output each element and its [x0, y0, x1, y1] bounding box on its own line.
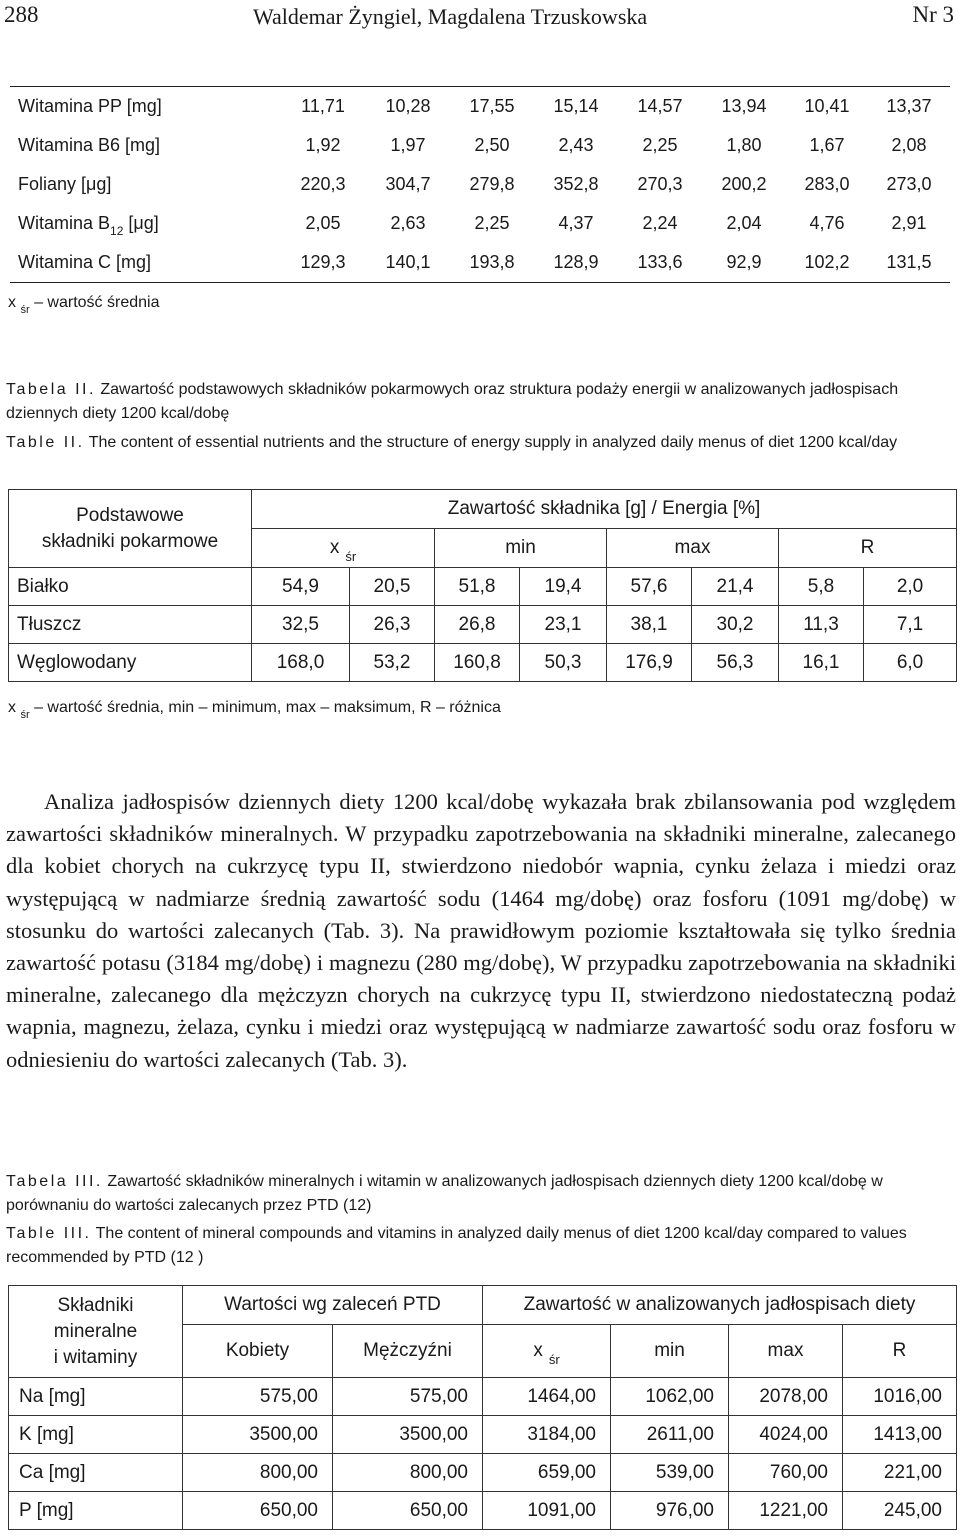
table-cell: 760,00: [729, 1454, 843, 1492]
table2-header-max: max: [607, 529, 779, 568]
table-cell: 575,00: [333, 1378, 483, 1416]
table-cell: 3500,00: [333, 1416, 483, 1454]
table-cell: 4024,00: [729, 1416, 843, 1454]
table-cell: 7,1: [864, 606, 957, 644]
running-header: [0, 0, 960, 32]
row-label: Witamina PP [mg]: [18, 96, 162, 116]
table-cell: 102,2: [786, 243, 868, 283]
table2-header-component: Podstawowe składniki pokarmowe: [9, 490, 252, 568]
table-cell: 2,04: [726, 213, 762, 233]
table-cell: 23,1: [520, 606, 607, 644]
running-authors: Waldemar Żyngiel, Magdalena Trzuskowska: [253, 4, 648, 29]
table-cell: 659,00: [483, 1454, 611, 1492]
table-cell: 352,8: [553, 174, 599, 194]
table-cell: 1016,00: [843, 1378, 957, 1416]
table-cell: 129,3: [280, 243, 366, 283]
table-cell: 976,00: [611, 1492, 729, 1530]
table-row: [9, 644, 957, 682]
table3-header-min: min: [611, 1325, 729, 1378]
table-cell: 26,8: [435, 606, 520, 644]
table-cell: 133,6: [618, 243, 702, 283]
table-cell: 650,00: [333, 1492, 483, 1530]
table-cell: 3184,00: [483, 1416, 611, 1454]
table-cell: 193,8: [450, 243, 534, 283]
table-cell: 273,0: [886, 174, 932, 194]
table-cell: 160,8: [435, 644, 520, 682]
table-cell: 1062,00: [611, 1378, 729, 1416]
table-cell: 131,5: [868, 243, 950, 283]
row-label: Węglowodany: [9, 644, 252, 682]
table-cell: 26,3: [350, 606, 435, 644]
table-cell: 2,08: [891, 135, 927, 155]
table-cell: 13,94: [721, 96, 767, 116]
table-cell: 2,63: [390, 213, 426, 233]
table-cell: 176,9: [607, 644, 692, 682]
table2-note: x $_{śr}$ – wartość średnia, min – minimum, max – maksimum, R – różnica: [8, 699, 501, 721]
table-cell: 10,41: [804, 96, 850, 116]
table-cell: 1,92: [305, 135, 341, 155]
row-label: Witamina B6 [mg]: [18, 135, 161, 155]
table-cell: 56,3: [692, 644, 779, 682]
table3-header-women: Kobiety: [183, 1325, 333, 1378]
table-cell: 1,67: [809, 135, 845, 155]
row-label: P [mg]: [9, 1492, 183, 1530]
table2-header-range: R: [779, 529, 957, 568]
table2-caption-pl: Tabela II. Zawartość podstawowych składników pokarmowych oraz struktura podaży energii w analizowanych jadłospisach dziennych diety 1200 kcal/dobę: [6, 381, 899, 422]
row-label: Witamina $B_{12}$ [μg]: [18, 213, 159, 238]
table-cell: 5,8: [779, 568, 864, 606]
table-cell: 245,00: [843, 1492, 957, 1530]
table-cell: 50,3: [520, 644, 607, 682]
continued-table-note: x $_{śr}$ – wartość średnia: [8, 294, 160, 316]
row-label: Foliany [μg]: [18, 174, 112, 194]
row-label: Tłuszcz: [9, 606, 252, 644]
row-label: Ca [mg]: [9, 1454, 183, 1492]
table-cell: 10,28: [385, 96, 431, 116]
table-row: [9, 1378, 957, 1416]
table-cell: 1,80: [726, 135, 762, 155]
row-label: Na [mg]: [9, 1378, 183, 1416]
table-cell: 2,24: [642, 213, 678, 233]
table-cell: 11,3: [779, 606, 864, 644]
table-cell: 539,00: [611, 1454, 729, 1492]
table-cell: 575,00: [183, 1378, 333, 1416]
table-cell: 2,25: [642, 135, 678, 155]
body-paragraph: Analiza jadłospisów dziennych diety 1200 kcal/dobę wykazała brak zbilansowania pod względem zawartości składników mineralnych. W przypadku zapotrzebowania na składniki mineralne, zalecanego dla kobiet chorych na cukrzycę typu II, stwierdzono niedobór wapnia, cynku żelaza i miedzi oraz występującą w nadmiarze średnią zawartość sodu (1464 mg/dobę) oraz fosforu (1091 mg/dobę) w stosunku do wartości zalecanych (Tab. 3). Na prawidłowym poziomie kształtowała się tylko średnia zawartość potasu (3184 mg/dobę) i magnezu (280 mg/dobę), W przypadku zapotrzebowania na składniki mineralne, zalecanego dla mężczyzn chorych na cukrzycę typu II, stwierdzono niedostateczną podaż wapnia, magnezu, żelaza, cynku i miedzi oraz występującą w nadmiarze zawartość sodu oraz fosforu w odniesieniu do wartości zalecanych (Tab. 3).: [6, 789, 956, 1072]
page-number: 288: [4, 2, 39, 27]
table-cell: 54,9: [252, 568, 350, 606]
table-cell: 1413,00: [843, 1416, 957, 1454]
table2-header-group: Zawartość składnika [g] / Energia [%]: [252, 490, 957, 529]
table-cell: 3500,00: [183, 1416, 333, 1454]
table-cell: 2,50: [474, 135, 510, 155]
table-row: [9, 568, 957, 606]
table3-header-range: R: [843, 1325, 957, 1378]
table-cell: 2,05: [305, 213, 341, 233]
table-cell: 21,4: [692, 568, 779, 606]
table3-header-component: Składniki mineralne i witaminy: [9, 1286, 183, 1378]
table-cell: 14,57: [637, 96, 683, 116]
table2-header-mean: x $_{śr}$: [252, 529, 435, 568]
table3-caption-en: Table III. The content of mineral compounds and vitamins in analyzed daily menus of diet 1200 kcal/day compared to values recommended by PTD (12 ): [6, 1225, 907, 1266]
table3-header-men: Mężczyźni: [333, 1325, 483, 1378]
table-cell: 283,0: [804, 174, 850, 194]
table3-caption-pl: Tabela III. Zawartość składników mineralnych i witamin w analizowanych jadłospisach dziennych diety 1200 kcal/dobę w porównaniu do wartości zalecanych przez PTD (12): [6, 1173, 883, 1214]
table-cell: 38,1: [607, 606, 692, 644]
table-row: [10, 204, 950, 243]
minerals-table: [8, 1285, 957, 1530]
table-cell: 140,1: [366, 243, 450, 283]
table-cell: 2,43: [558, 135, 594, 155]
table-row: [9, 606, 957, 644]
table-cell: 270,3: [637, 174, 683, 194]
table-cell: 16,1: [779, 644, 864, 682]
row-label: Witamina C [mg]: [10, 243, 280, 283]
table-cell: 1221,00: [729, 1492, 843, 1530]
table-row: [9, 1454, 957, 1492]
table-cell: 2,0: [864, 568, 957, 606]
table-cell: 19,4: [520, 568, 607, 606]
table-row: [9, 1416, 957, 1454]
table-row: [10, 126, 950, 165]
table-cell: 128,9: [534, 243, 618, 283]
table-cell: 92,9: [702, 243, 786, 283]
table-cell: 200,2: [721, 174, 767, 194]
table-cell: 650,00: [183, 1492, 333, 1530]
table-cell: 2078,00: [729, 1378, 843, 1416]
table-cell: 304,7: [385, 174, 431, 194]
table-cell: 30,2: [692, 606, 779, 644]
table2-caption-en: Table II. The content of essential nutrients and the structure of energy supply in analyzed daily menus of diet 1200 kcal/day: [6, 434, 898, 451]
table3-header-ptd: Wartości wg zaleceń PTD: [183, 1286, 483, 1325]
table3-header-mean: x $_{śr}$: [483, 1325, 611, 1378]
table-cell: 2611,00: [611, 1416, 729, 1454]
nutrients-table: [8, 489, 957, 682]
table-cell: 220,3: [300, 174, 346, 194]
table2-header-min: min: [435, 529, 607, 568]
table-cell: 2,91: [891, 213, 927, 233]
table-cell: 221,00: [843, 1454, 957, 1492]
issue-number: Nr 3: [912, 2, 954, 27]
row-label: Białko: [9, 568, 252, 606]
table-cell: 1464,00: [483, 1378, 611, 1416]
table-cell: 4,37: [558, 213, 594, 233]
table-row: [9, 1492, 957, 1530]
table-cell: 32,5: [252, 606, 350, 644]
table-cell: 6,0: [864, 644, 957, 682]
table-cell: 800,00: [333, 1454, 483, 1492]
table-cell: 13,37: [886, 96, 932, 116]
table-cell: 1091,00: [483, 1492, 611, 1530]
table-cell: 17,55: [469, 96, 515, 116]
table-cell: 168,0: [252, 644, 350, 682]
table-cell: 51,8: [435, 568, 520, 606]
table3-header-analyzed: Zawartość w analizowanych jadłospisach diety: [483, 1286, 957, 1325]
table-cell: 2,25: [474, 213, 510, 233]
table-row: [10, 87, 950, 127]
table3-header-max: max: [729, 1325, 843, 1378]
table-row: [10, 165, 950, 204]
table-row: [10, 243, 950, 283]
table-cell: 53,2: [350, 644, 435, 682]
table-cell: 11,71: [301, 96, 345, 116]
continued-table: [10, 86, 950, 283]
table-cell: 279,8: [469, 174, 515, 194]
table-cell: 57,6: [607, 568, 692, 606]
row-label: K [mg]: [9, 1416, 183, 1454]
table-cell: 15,14: [553, 96, 599, 116]
table-cell: 4,76: [809, 213, 845, 233]
table-cell: 20,5: [350, 568, 435, 606]
table-cell: 1,97: [390, 135, 426, 155]
table-cell: 800,00: [183, 1454, 333, 1492]
